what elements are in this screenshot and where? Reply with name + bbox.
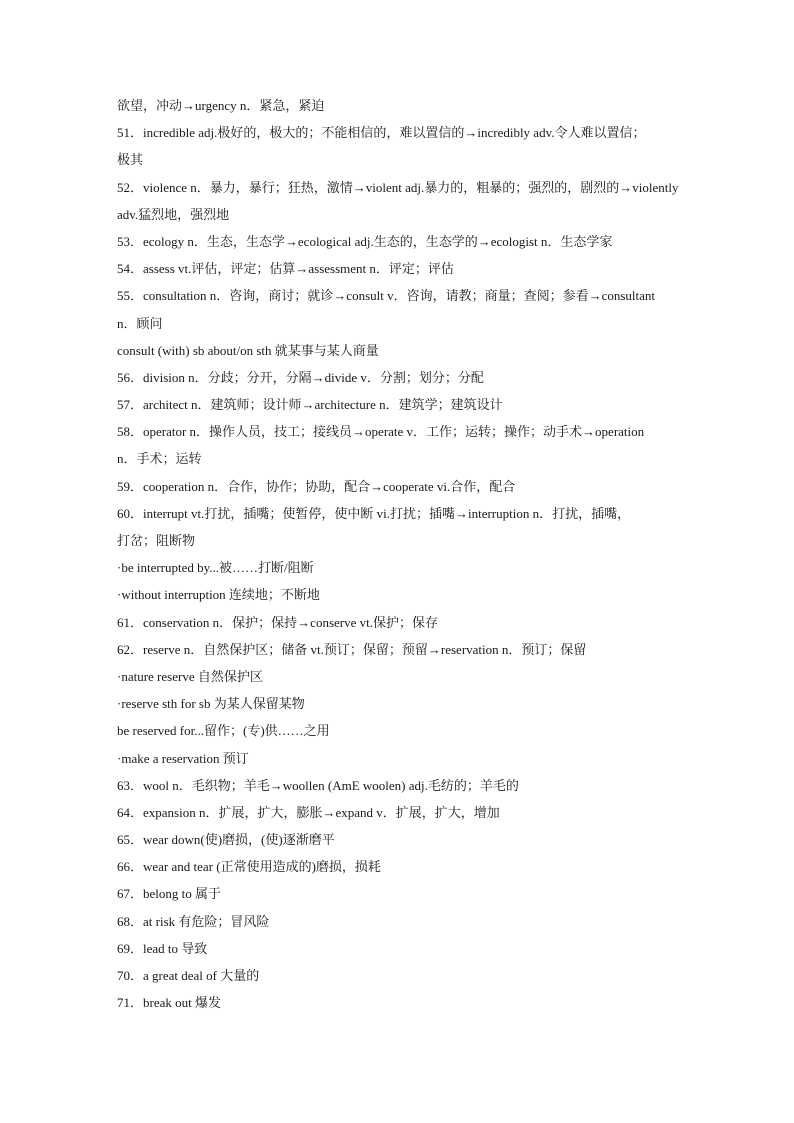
text-line: 54．assess vt.评估，评定；估算→assessment n．评定；评估 (117, 261, 454, 277)
text-line: 60．interrupt vt.打扰，插嘴；使暂停，使中断 vi.打扰；插嘴→interruption n．打扰，插嘴， (117, 505, 631, 521)
text-line: 61．conservation n．保护；保持→conserve vt.保护；保存 (117, 614, 438, 630)
text-line: 59．cooperation n．合作，协作；协助，配合→cooperate vi.合作，配合 (117, 478, 516, 494)
text-line: 63．wool n．毛织物；羊毛→woollen (AmE woolen) adj.毛纺的；羊毛的 (117, 777, 519, 793)
text-line: 66．wear and tear (正常使用造成的)磨损，损耗 (117, 859, 381, 875)
text-line: ·reserve sth for sb 为某人保留某物 (117, 696, 305, 712)
text-line: 62．reserve n．自然保护区；储备 vt.预订；保留；预留→reservation n．预订；保留 (117, 641, 587, 657)
text-line: 51．incredible adj.极好的，极大的；不能相信的，难以置信的→incredibly adv.令人难以置信； (117, 125, 646, 141)
text-line: adv.猛烈地，强烈地 (117, 206, 230, 222)
text-line: be reserved for...留作；(专)供……之用 (117, 723, 330, 739)
text-line: 55．consultation n．咨询，商讨；就诊→consult v．咨询，请教；商量；查阅；参看→consultant (117, 288, 656, 304)
text-line: 58．operator n．操作人员，技工；接线员→operate v．工作；运转；操作；动手术→operation (117, 424, 645, 440)
text-line: ·make a reservation 预订 (117, 750, 249, 766)
text-line: 欲望，冲动→urgency n．紧急，紧迫 (117, 98, 325, 113)
text-line: 52．violence n．暴力，暴行；狂热，激情→violent adj.暴力的，粗暴的；强烈的，剧烈的→violently (117, 179, 679, 195)
text-line: 71．break out 爆发 (117, 995, 221, 1011)
text-line: 64．expansion n．扩展，扩大，膨胀→expand v．扩展，扩大，增加 (117, 804, 500, 820)
text-line: 65．wear down(使)磨损，(使)逐渐磨平 (117, 832, 335, 848)
text-line: 67．belong to 属于 (117, 886, 221, 902)
text-line: 56．division n．分歧；分开，分隔→divide v．分割；划分；分配 (117, 369, 484, 385)
text-line: 70．a great deal of 大量的 (117, 968, 260, 983)
text-line: n．手术；运转 (117, 451, 202, 467)
text-line: ·without interruption 连续地；不断地 (117, 587, 320, 603)
document-body (117, 92, 682, 1016)
text-line: 68．at risk 有危险；冒风险 (117, 913, 270, 929)
text-line: ·nature reserve 自然保护区 (117, 668, 263, 684)
text-line: consult (with) sb about/on sth 就某事与某人商量 (117, 342, 379, 358)
text-line: 打岔；阻断物 (117, 533, 196, 548)
text-line: 69．lead to 导致 (117, 940, 208, 956)
text-line: ·be interrupted by...被……打断/阻断 (117, 560, 314, 576)
text-line: 极其 (117, 152, 144, 168)
text-line: 57．architect n．建筑师；设计师→architecture n．建筑学；建筑设计 (117, 397, 503, 413)
text-line: n．顾问 (117, 315, 163, 331)
text-line: 53．ecology n．生态，生态学→ecological adj.生态的，生态学的→ecologist n．生态学家 (117, 233, 613, 249)
